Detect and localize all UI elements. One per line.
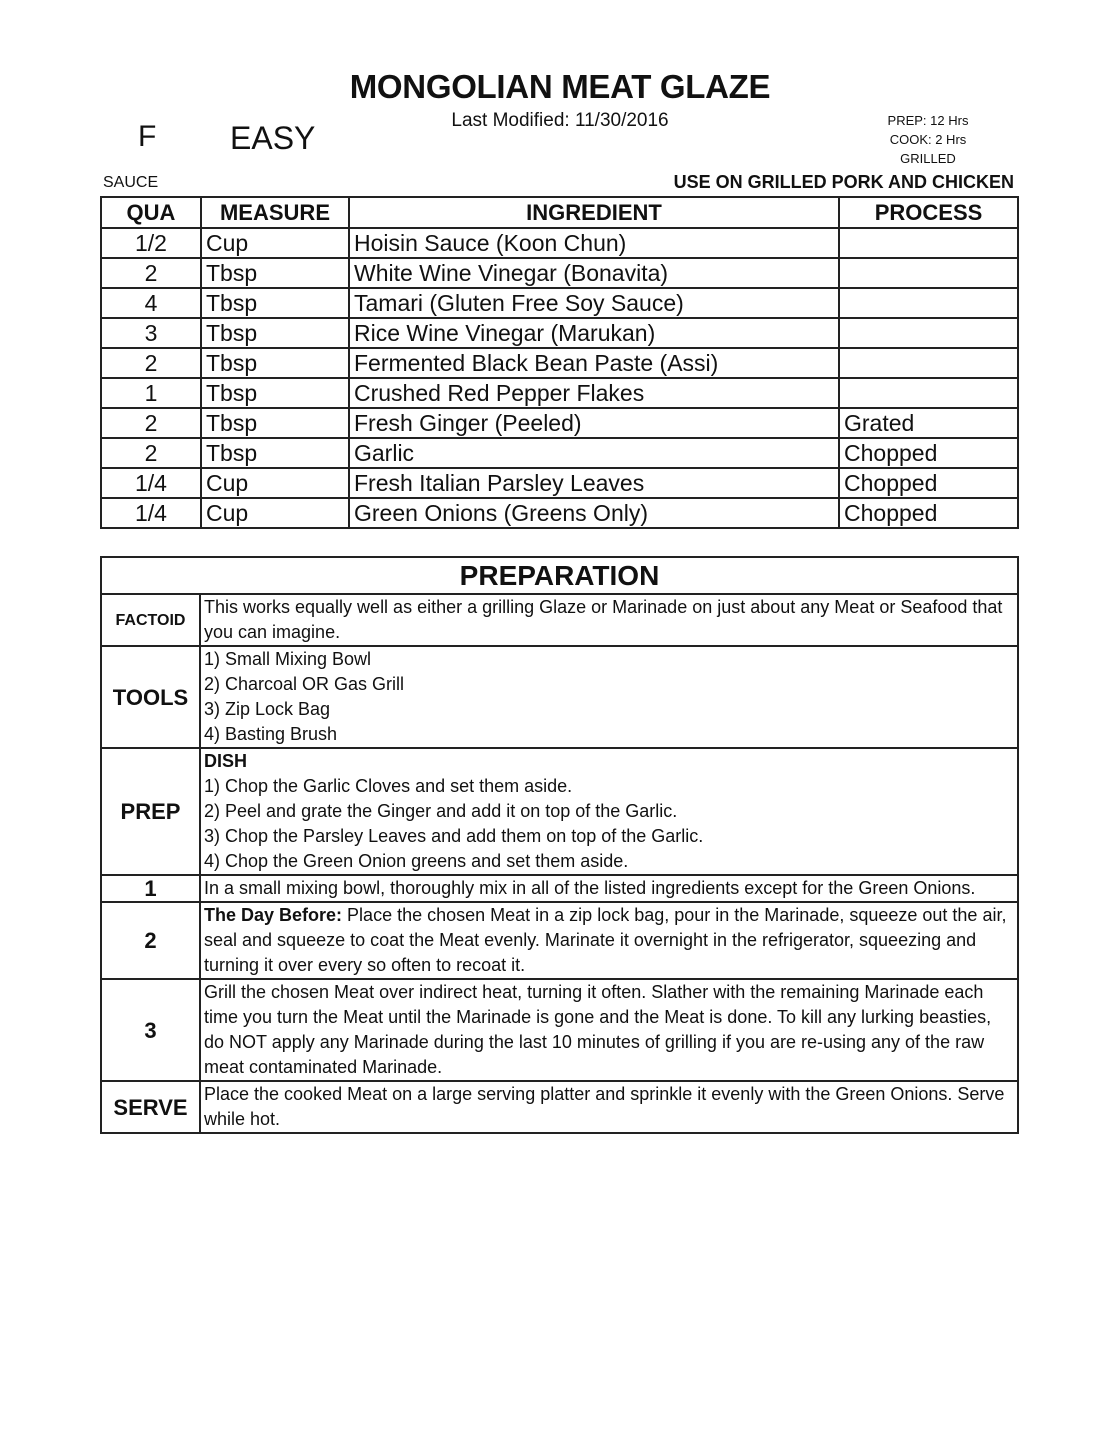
step-1-label: 1 (101, 875, 200, 902)
ingredient-process (839, 258, 1018, 288)
step-2-text: Place the chosen Meat in a zip lock bag, pour in the Marinade, squeeze out the air, seal and squeeze to coat the Meat evenly. Marinate it overnight in the refrigerator, squeezing and turning it over every so often to recoat it. (204, 905, 1007, 975)
ingredients-table (100, 196, 1019, 529)
tools-row (101, 646, 1018, 748)
ingredient-ingredient: Fermented Black Bean Paste (Assi) (349, 348, 839, 378)
ingredient-row (101, 498, 1018, 528)
ingredient-row (101, 288, 1018, 318)
ingredient-row (101, 438, 1018, 468)
ingredient-process (839, 288, 1018, 318)
ingredient-process (839, 318, 1018, 348)
ingredient-ingredient: White Wine Vinegar (Bonavita) (349, 258, 839, 288)
prep-list (200, 748, 1018, 875)
ingredient-process: Chopped (839, 438, 1018, 468)
tools-label: TOOLS (101, 646, 200, 748)
step-3-label: 3 (101, 979, 200, 1081)
step-3-text: Grill the chosen Meat over indirect heat, turning it often. Slather with the remaining Marinade each time you turn the Meat until the Marinade is gone and the Meat is done. To kill any lurking beasties, do NOT apply any Marinade during the last 10 minutes of grilling if you are re-using any of the raw meat contaminated Marinade. (200, 979, 1018, 1081)
ingredient-qua: 2 (101, 408, 201, 438)
prep-label: PREP (101, 748, 200, 875)
ingredient-ingredient: Crushed Red Pepper Flakes (349, 378, 839, 408)
ingredient-process: Chopped (839, 498, 1018, 528)
recipe-title: MONGOLIAN MEAT GLAZE (349, 68, 771, 105)
ingredient-row (101, 348, 1018, 378)
ingredient-ingredient: Garlic (349, 438, 839, 468)
tool-item: 2) Charcoal OR Gas Grill (204, 674, 405, 694)
ingredient-row (101, 408, 1018, 438)
ingredient-qua: 3 (101, 318, 201, 348)
serve-row (101, 1081, 1018, 1133)
tool-item: 3) Zip Lock Bag (204, 699, 331, 719)
ingredient-measure: Cup (201, 498, 349, 528)
prep-item: 4) Chop the Green Onion greens and set them aside. (204, 851, 629, 871)
ingredient-measure: Cup (201, 468, 349, 498)
ingredient-qua: 2 (101, 258, 201, 288)
ingredient-measure: Tbsp (201, 408, 349, 438)
ingredient-row (101, 258, 1018, 288)
ingredient-qua: 1 (101, 378, 201, 408)
prep-item: 1) Chop the Garlic Cloves and set them aside. (204, 776, 573, 796)
tool-item: 1) Small Mixing Bowl (204, 649, 372, 669)
factoid-row (101, 594, 1018, 646)
prep-row (101, 748, 1018, 875)
ingredient-measure: Tbsp (201, 288, 349, 318)
ingredient-measure: Tbsp (201, 438, 349, 468)
last-modified: Last Modified: 11/30/2016 (451, 110, 669, 131)
difficulty: EASY (230, 120, 316, 156)
ingredient-measure: Tbsp (201, 378, 349, 408)
factoid-text: This works equally well as either a grilling Glaze or Marinade on just about any Meat or Seafood that you can imagine. (200, 594, 1018, 646)
ingredient-ingredient: Rice Wine Vinegar (Marukan) (349, 318, 839, 348)
ingredient-qua: 1/4 (101, 498, 201, 528)
step-3-row (101, 979, 1018, 1081)
ingredient-measure: Cup (201, 228, 349, 258)
time-info (868, 111, 988, 168)
ingredient-ingredient: Fresh Italian Parsley Leaves (349, 468, 839, 498)
step-2-lead: The Day Before: (204, 905, 343, 925)
ingredient-process: Chopped (839, 468, 1018, 498)
ingredient-row (101, 468, 1018, 498)
ingredient-qua: 2 (101, 348, 201, 378)
ingredient-qua: 1/4 (101, 468, 201, 498)
ingredient-process (839, 228, 1018, 258)
step-2-label: 2 (101, 902, 200, 979)
preparation-heading-row (101, 557, 1018, 594)
tool-item: 4) Basting Brush (204, 724, 338, 744)
category: SAUCE (103, 174, 159, 191)
ingredient-ingredient: Green Onions (Greens Only) (349, 498, 839, 528)
column-header-qua: QUA (101, 197, 201, 228)
ingredient-ingredient: Fresh Ginger (Peeled) (349, 408, 839, 438)
usage-note: USE ON GRILLED PORK AND CHICKEN (673, 172, 1014, 192)
ingredient-process (839, 348, 1018, 378)
cook-time: COOK: 2 Hrs (889, 132, 967, 147)
ingredient-process (839, 378, 1018, 408)
step-2-cell (200, 902, 1018, 979)
preparation-table (100, 556, 1019, 1134)
column-header-process: PROCESS (839, 197, 1018, 228)
cook-method: GRILLED (900, 151, 956, 166)
ingredient-qua: 4 (101, 288, 201, 318)
preparation-heading: PREPARATION (101, 557, 1018, 594)
tools-list (200, 646, 1018, 748)
ingredient-measure: Tbsp (201, 258, 349, 288)
column-header-measure: MEASURE (201, 197, 349, 228)
ingredient-measure: Tbsp (201, 348, 349, 378)
prep-subheading: DISH (204, 751, 248, 771)
prep-item: 2) Peel and grate the Ginger and add it on top of the Garlic. (204, 801, 678, 821)
ingredient-ingredient: Tamari (Gluten Free Soy Sauce) (349, 288, 839, 318)
ingredient-row (101, 228, 1018, 258)
step-1-row (101, 875, 1018, 902)
step-1-text: In a small mixing bowl, thoroughly mix in all of the listed ingredients except for the Green Onions. (200, 875, 1018, 902)
factoid-label: FACTOID (101, 594, 200, 646)
ingredient-qua: 1/2 (101, 228, 201, 258)
column-header-ingredient: INGREDIENT (349, 197, 839, 228)
serve-label: SERVE (101, 1081, 200, 1133)
ingredient-process: Grated (839, 408, 1018, 438)
ingredient-qua: 2 (101, 438, 201, 468)
step-2-row (101, 902, 1018, 979)
recipe-code: F (138, 120, 157, 153)
prep-time: PREP: 12 Hrs (887, 113, 969, 128)
prep-item: 3) Chop the Parsley Leaves and add them on top of the Garlic. (204, 826, 704, 846)
ingredient-row (101, 318, 1018, 348)
ingredient-row (101, 378, 1018, 408)
ingredients-header-row (101, 197, 1018, 228)
ingredient-ingredient: Hoisin Sauce (Koon Chun) (349, 228, 839, 258)
ingredient-measure: Tbsp (201, 318, 349, 348)
serve-text: Place the cooked Meat on a large serving platter and sprinkle it evenly with the Green Onions. Serve while hot. (200, 1081, 1018, 1133)
